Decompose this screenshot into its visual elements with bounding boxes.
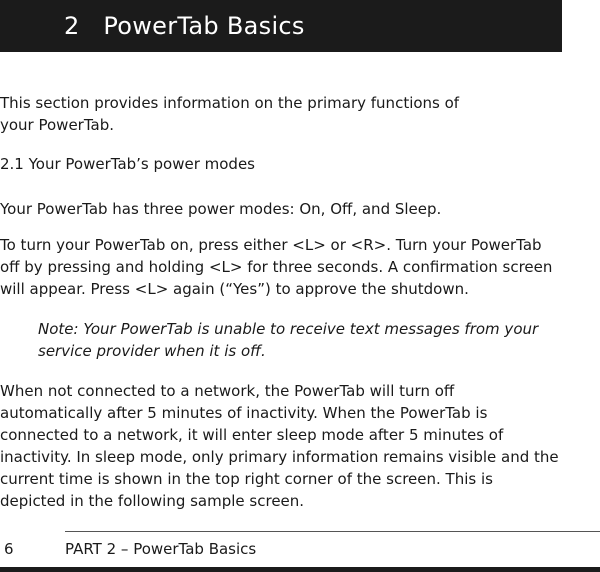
turn-on-off-paragraph: To turn your PowerTab on, press either <L> or <R>. Turn your PowerTab off by pressing and holding <L> for three seconds. A confirmation screen will appear. Press <L> again (“Yes”) to approve the shutdown. (0, 236, 553, 298)
note-paragraph: Note: Your PowerTab is unable to receive text messages from your service provider when it is off. (38, 320, 539, 360)
section-heading: 2.1 Your PowerTab’s power modes (0, 155, 255, 173)
auto-off-sleep-paragraph: When not connected to a network, the PowerTab will turn off automatically after 5 minutes of inactivity. When the PowerTab is connected to a network, it will enter sleep mode after 5 minutes of inactivity. In sleep mode, only primary information remains visible and the current time is shown in the top right corner of the screen. This is depicted in the following sample screen. (0, 382, 559, 510)
power-modes-paragraph: Your PowerTab has three power modes: On, Off, and Sleep. (0, 200, 442, 218)
footer-title: PART 2 – PowerTab Basics (65, 540, 257, 558)
page-number: 6 (4, 540, 14, 558)
intro-paragraph: This section provides information on the primary functions of your PowerTab. (0, 94, 460, 134)
chapter-header-bar (0, 0, 562, 52)
footer-bar (0, 567, 600, 572)
chapter-title: 2 PowerTab Basics (64, 12, 305, 40)
footer-divider (65, 531, 600, 532)
